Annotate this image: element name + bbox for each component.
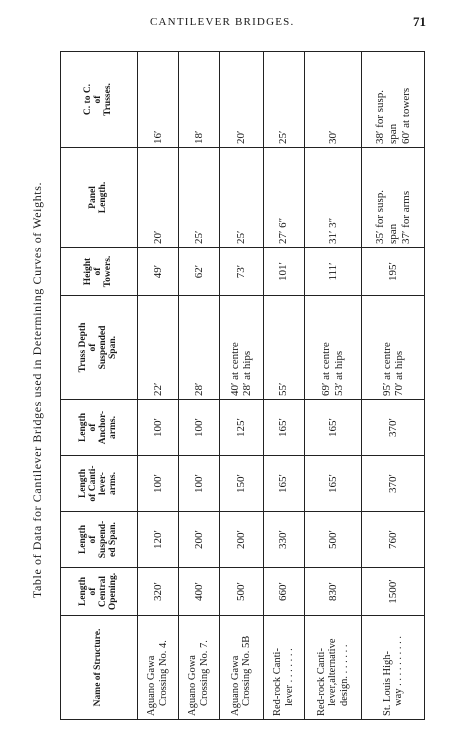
running-head bbox=[0, 14, 450, 34]
rotated-table-block bbox=[30, 40, 440, 740]
truss-depth-cell: 40′ at centre 28′ at hips bbox=[219, 296, 263, 400]
header-suspended-span: Length of Suspend- ed Span. bbox=[61, 512, 138, 568]
tower-height-cell: 195′ bbox=[362, 248, 425, 296]
table-row bbox=[138, 52, 179, 720]
panel-length-cell: 27′ 6″ bbox=[263, 148, 304, 248]
structure-name-line: lever . . . . . . . bbox=[283, 648, 295, 706]
structure-name-line: design. . . . . . . bbox=[338, 644, 350, 706]
panel-length-cell: 35′ for susp. span 37′ for arms bbox=[362, 148, 425, 248]
cantilever-arms-cell: 165′ bbox=[304, 456, 362, 512]
anchor-arms-cell: 100′ bbox=[138, 400, 179, 456]
tower-height-cell: 111′ bbox=[304, 248, 362, 296]
cantilever-arms-cell: 150′ bbox=[219, 456, 263, 512]
header-row bbox=[61, 52, 138, 720]
header-cantilever-arms: Length of Canti- lever- arms. bbox=[61, 456, 138, 512]
structure-name-line: Aguano Gowa bbox=[187, 655, 199, 716]
structure-name-line: Crossing No. 7. bbox=[198, 640, 210, 706]
truss-depth-cell: 22′ bbox=[138, 296, 179, 400]
header-anchor-arms: Length of Anchor- arms. bbox=[61, 400, 138, 456]
cantilever-data-table bbox=[60, 51, 425, 720]
tower-height-cell: 101′ bbox=[263, 248, 304, 296]
tower-height-cell: 62′ bbox=[178, 248, 219, 296]
structure-name-line: Aguano Gawa bbox=[229, 655, 241, 716]
table-row bbox=[178, 52, 219, 720]
structure-name-line: Red-rock Canti- bbox=[315, 648, 327, 716]
truss-depth-cell: 55′ bbox=[263, 296, 304, 400]
structure-name-line: way . . . . . . . . . . bbox=[393, 636, 405, 706]
table-row bbox=[304, 52, 362, 720]
central-opening-cell: 320′ bbox=[138, 568, 179, 616]
central-opening-cell: 400′ bbox=[178, 568, 219, 616]
suspended-span-cell: 200′ bbox=[219, 512, 263, 568]
cantilever-arms-cell: 165′ bbox=[263, 456, 304, 512]
c-to-c-cell: 16′ bbox=[138, 52, 179, 148]
structure-name-cell bbox=[138, 616, 179, 720]
anchor-arms-cell: 100′ bbox=[178, 400, 219, 456]
central-opening-cell: 500′ bbox=[219, 568, 263, 616]
panel-length-cell: 31′ 3″ bbox=[304, 148, 362, 248]
suspended-span-cell: 760′ bbox=[362, 512, 425, 568]
panel-length-cell: 20′ bbox=[138, 148, 179, 248]
structure-name-line: Crossing No. 5B bbox=[241, 635, 253, 706]
anchor-arms-cell: 165′ bbox=[263, 400, 304, 456]
central-opening-cell: 830′ bbox=[304, 568, 362, 616]
structure-name-cell bbox=[219, 616, 263, 720]
c-to-c-cell: 25′ bbox=[263, 52, 304, 148]
central-opening-cell: 1500′ bbox=[362, 568, 425, 616]
truss-depth-cell: 28′ bbox=[178, 296, 219, 400]
page-number: 71 bbox=[413, 14, 426, 29]
suspended-span-cell: 120′ bbox=[138, 512, 179, 568]
central-opening-cell: 660′ bbox=[263, 568, 304, 616]
table-row bbox=[219, 52, 263, 720]
suspended-span-cell: 330′ bbox=[263, 512, 304, 568]
structure-name-line: Crossing No. 4. bbox=[157, 640, 169, 706]
c-to-c-cell: 30′ bbox=[304, 52, 362, 148]
panel-length-cell: 25′ bbox=[178, 148, 219, 248]
cantilever-arms-cell: 100′ bbox=[178, 456, 219, 512]
structure-name-cell bbox=[178, 616, 219, 720]
anchor-arms-cell: 125′ bbox=[219, 400, 263, 456]
truss-depth-cell: 95′ at centre 70′ at hips bbox=[362, 296, 425, 400]
structure-name-cell bbox=[263, 616, 304, 720]
structure-name-line: St. Louis High- bbox=[381, 650, 393, 716]
header-central-opening: Length of Central Opening. bbox=[61, 568, 138, 616]
structure-name-line: lever,alternative bbox=[327, 638, 339, 706]
header-name-of-structure: Name of Structure. bbox=[61, 616, 138, 720]
cantilever-arms-cell: 370′ bbox=[362, 456, 425, 512]
truss-depth-cell: 69′ at centre 53′ at hips bbox=[304, 296, 362, 400]
anchor-arms-cell: 165′ bbox=[304, 400, 362, 456]
cantilever-arms-cell: 100′ bbox=[138, 456, 179, 512]
table-caption: Table of Data for Cantilever Bridges used in Determining Curves of Weights. bbox=[30, 181, 44, 599]
structure-name-line: Red-rock Canti- bbox=[272, 648, 284, 716]
header-c-to-c: C. to C. of Trusses. bbox=[61, 52, 138, 148]
suspended-span-cell: 200′ bbox=[178, 512, 219, 568]
table-row bbox=[263, 52, 304, 720]
tower-height-cell: 49′ bbox=[138, 248, 179, 296]
header-tower-height: Height of Towers. bbox=[61, 248, 138, 296]
structure-name-cell bbox=[304, 616, 362, 720]
running-title: CANTILEVER BRIDGES. bbox=[150, 16, 295, 28]
tower-height-cell: 73′ bbox=[219, 248, 263, 296]
table-row bbox=[362, 52, 425, 720]
header-truss-depth: Truss Depth of Suspended Span. bbox=[61, 296, 138, 400]
structure-name-cell bbox=[362, 616, 425, 720]
c-to-c-cell: 18′ bbox=[178, 52, 219, 148]
header-panel-length: Panel Length. bbox=[61, 148, 138, 248]
panel-length-cell: 25′ bbox=[219, 148, 263, 248]
c-to-c-cell: 38′ for susp. span 60′ at towers bbox=[362, 52, 425, 148]
structure-name-line: Aguano Gawa bbox=[146, 655, 158, 716]
anchor-arms-cell: 370′ bbox=[362, 400, 425, 456]
suspended-span-cell: 500′ bbox=[304, 512, 362, 568]
c-to-c-cell: 20′ bbox=[219, 52, 263, 148]
